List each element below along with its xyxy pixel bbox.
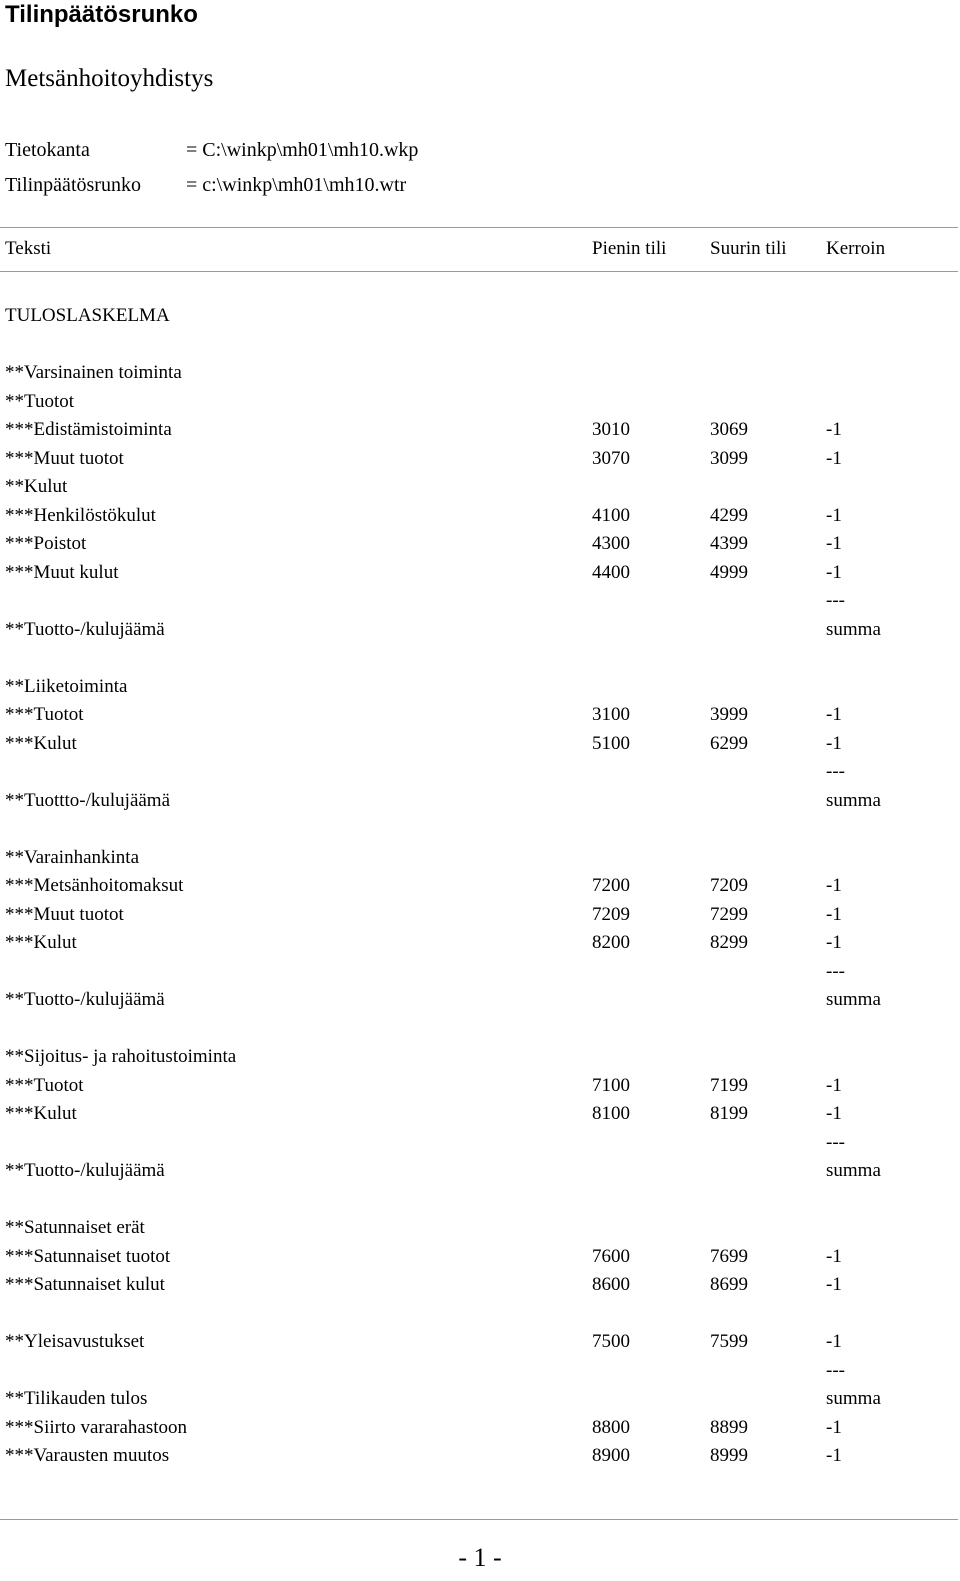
row-text: ***Muut kulut xyxy=(5,561,119,583)
row-coefficient: -1 xyxy=(826,932,842,953)
row-coefficient: -1 xyxy=(826,447,842,469)
table-row xyxy=(0,1243,960,1271)
table-row xyxy=(0,958,960,986)
column-header-text: Teksti xyxy=(5,238,52,259)
row-min-account: 8100 xyxy=(592,1103,630,1124)
row-text: ***Muut tuotot xyxy=(5,447,124,469)
database-path: = C:\winkp\mh01\mh10.wkp xyxy=(186,139,419,161)
row-max-account: 7299 xyxy=(710,903,748,925)
table-row xyxy=(0,1043,960,1071)
table-row xyxy=(0,929,960,957)
row-coefficient: summa xyxy=(826,989,881,1010)
row-coefficient: -1 xyxy=(826,1074,842,1096)
row-max-account: 3069 xyxy=(710,419,748,440)
table-row xyxy=(0,986,960,1014)
row-text: **Satunnaiset erät xyxy=(5,1217,145,1238)
row-min-account: 3070 xyxy=(592,447,630,469)
row-coefficient: -1 xyxy=(826,903,842,925)
table-row xyxy=(0,1357,960,1385)
row-max-account: 4299 xyxy=(710,504,748,526)
row-max-account: 7699 xyxy=(710,1245,748,1267)
row-coefficient: summa xyxy=(826,618,881,640)
row-coefficient: -1 xyxy=(826,704,842,725)
row-coefficient: -1 xyxy=(826,732,842,754)
row-min-account: 4400 xyxy=(592,561,630,583)
row-text: **Tuotto-/kulujäämä xyxy=(5,989,165,1010)
table-row xyxy=(0,644,960,672)
row-min-account: 7100 xyxy=(592,1074,630,1096)
table-row xyxy=(0,787,960,815)
table-row xyxy=(0,844,960,872)
table-row xyxy=(0,502,960,530)
row-text: **Tuotot xyxy=(5,390,74,412)
row-text: ***Tuotot xyxy=(5,704,84,725)
row-coefficient: -1 xyxy=(826,875,842,896)
row-min-account: 7209 xyxy=(592,903,630,925)
row-text: TULOSLASKELMA xyxy=(5,305,170,326)
row-text: ***Metsänhoitomaksut xyxy=(5,875,184,896)
row-min-account: 4100 xyxy=(592,504,630,526)
table-row xyxy=(0,359,960,387)
page-number: - 1 - xyxy=(458,1543,502,1572)
row-text: **Tilikauden tulos xyxy=(5,1388,148,1409)
organization-name: Metsänhoitoyhdistys xyxy=(5,65,214,92)
row-text: ***Siirto vararahastoon xyxy=(5,1416,188,1438)
row-text: **Varainhankinta xyxy=(5,846,140,868)
row-min-account: 7600 xyxy=(592,1245,630,1267)
row-min-account: 3010 xyxy=(592,419,630,440)
table-row xyxy=(0,331,960,359)
table-row xyxy=(0,815,960,843)
row-max-account: 7199 xyxy=(710,1074,748,1096)
table-row xyxy=(0,1157,960,1185)
column-header-max-account: Suurin tili xyxy=(710,238,787,259)
database-label: Tietokanta xyxy=(5,139,90,161)
row-text: **Sijoitus- ja rahoitustoiminta xyxy=(5,1046,237,1067)
row-min-account: 7500 xyxy=(592,1331,630,1352)
row-text: **Liiketoiminta xyxy=(5,675,128,697)
table-row xyxy=(0,872,960,900)
table-row xyxy=(0,616,960,644)
row-coefficient: --- xyxy=(826,1131,845,1153)
row-text: ***Kulut xyxy=(5,932,77,953)
table-row xyxy=(0,1129,960,1157)
row-text: **Kulut xyxy=(5,476,68,497)
row-text: ***Edistämistoiminta xyxy=(5,419,172,440)
row-max-account: 6299 xyxy=(710,732,748,754)
page-footer xyxy=(0,1541,960,1575)
table-row xyxy=(0,1271,960,1299)
row-min-account: 3100 xyxy=(592,704,630,725)
row-max-account: 8699 xyxy=(710,1274,748,1295)
row-coefficient: -1 xyxy=(826,419,842,440)
table-row xyxy=(0,1214,960,1242)
row-min-account: 8600 xyxy=(592,1274,630,1295)
row-max-account: 3999 xyxy=(710,704,748,725)
table-row xyxy=(0,1414,960,1442)
row-text: ***Tuotot xyxy=(5,1074,84,1096)
table-row xyxy=(0,416,960,444)
table-row xyxy=(0,559,960,587)
table-row xyxy=(0,530,960,558)
table-row xyxy=(0,730,960,758)
framework-label: Tilinpäätösrunko xyxy=(5,174,141,196)
table-row xyxy=(0,302,960,330)
row-min-account: 8200 xyxy=(592,932,630,953)
row-max-account: 3099 xyxy=(710,447,748,469)
table-row xyxy=(0,901,960,929)
table-row xyxy=(0,1385,960,1413)
row-text: ***Muut tuotot xyxy=(5,903,124,925)
document-title: Tilinpäätösrunko xyxy=(5,1,198,28)
row-text: ***Poistot xyxy=(5,533,87,554)
row-max-account: 7209 xyxy=(710,875,748,896)
table-row xyxy=(0,587,960,615)
row-min-account: 4300 xyxy=(592,533,630,554)
row-coefficient: -1 xyxy=(826,1103,842,1124)
footer-divider xyxy=(0,1519,958,1520)
row-coefficient: -1 xyxy=(826,1331,842,1352)
column-header-min-account: Pienin tili xyxy=(592,238,667,259)
row-coefficient: -1 xyxy=(826,561,842,583)
table-row xyxy=(0,1328,960,1356)
row-max-account: 7599 xyxy=(710,1331,748,1352)
table-row xyxy=(0,758,960,786)
row-text: ***Kulut xyxy=(5,1103,77,1124)
table-row xyxy=(0,473,960,501)
table-row xyxy=(0,1442,960,1470)
table-row xyxy=(0,673,960,701)
table-row xyxy=(0,701,960,729)
row-text: ***Satunnaiset kulut xyxy=(5,1274,165,1295)
row-min-account: 8800 xyxy=(592,1416,630,1438)
column-header-coefficient: Kerroin xyxy=(826,238,886,259)
table-row xyxy=(0,1186,960,1214)
row-max-account: 4399 xyxy=(710,533,748,554)
row-coefficient: --- xyxy=(826,590,845,611)
table-row xyxy=(0,388,960,416)
row-coefficient: summa xyxy=(826,1388,881,1409)
row-coefficient: -1 xyxy=(826,1245,842,1267)
table-row xyxy=(0,1015,960,1043)
row-max-account: 8299 xyxy=(710,932,748,953)
table-row xyxy=(0,1100,960,1128)
row-text: **Tuotto-/kulujäämä xyxy=(5,1160,165,1181)
row-max-account: 4999 xyxy=(710,561,748,583)
row-text: ***Henkilöstökulut xyxy=(5,504,156,526)
row-text: **Yleisavustukset xyxy=(5,1331,145,1352)
row-coefficient: --- xyxy=(826,1359,845,1381)
row-min-account: 5100 xyxy=(592,732,630,754)
framework-path: = c:\winkp\mh01\mh10.wtr xyxy=(186,174,407,196)
row-text: **Tuotto-/kulujäämä xyxy=(5,618,165,640)
row-coefficient: -1 xyxy=(826,533,842,554)
row-max-account: 8899 xyxy=(710,1416,748,1438)
row-coefficient: -1 xyxy=(826,1274,842,1295)
row-min-account: 8900 xyxy=(592,1445,630,1466)
table-row xyxy=(0,1072,960,1100)
row-text: **Tuottto-/kulujäämä xyxy=(5,789,171,811)
row-text: **Varsinainen toiminta xyxy=(5,362,182,383)
row-min-account: 7200 xyxy=(592,875,630,896)
row-coefficient: -1 xyxy=(826,1416,842,1438)
row-coefficient: summa xyxy=(826,789,881,811)
row-text: ***Varausten muutos xyxy=(5,1445,170,1466)
row-text: ***Kulut xyxy=(5,732,77,754)
table-row xyxy=(0,1300,960,1328)
row-coefficient: -1 xyxy=(826,1445,842,1466)
row-coefficient: -1 xyxy=(826,504,842,526)
row-max-account: 8999 xyxy=(710,1445,748,1466)
row-coefficient: --- xyxy=(826,761,845,782)
row-coefficient: summa xyxy=(826,1160,881,1181)
row-text: ***Satunnaiset tuotot xyxy=(5,1245,171,1267)
row-coefficient: --- xyxy=(826,960,845,982)
row-max-account: 8199 xyxy=(710,1103,748,1124)
table-row xyxy=(0,445,960,473)
